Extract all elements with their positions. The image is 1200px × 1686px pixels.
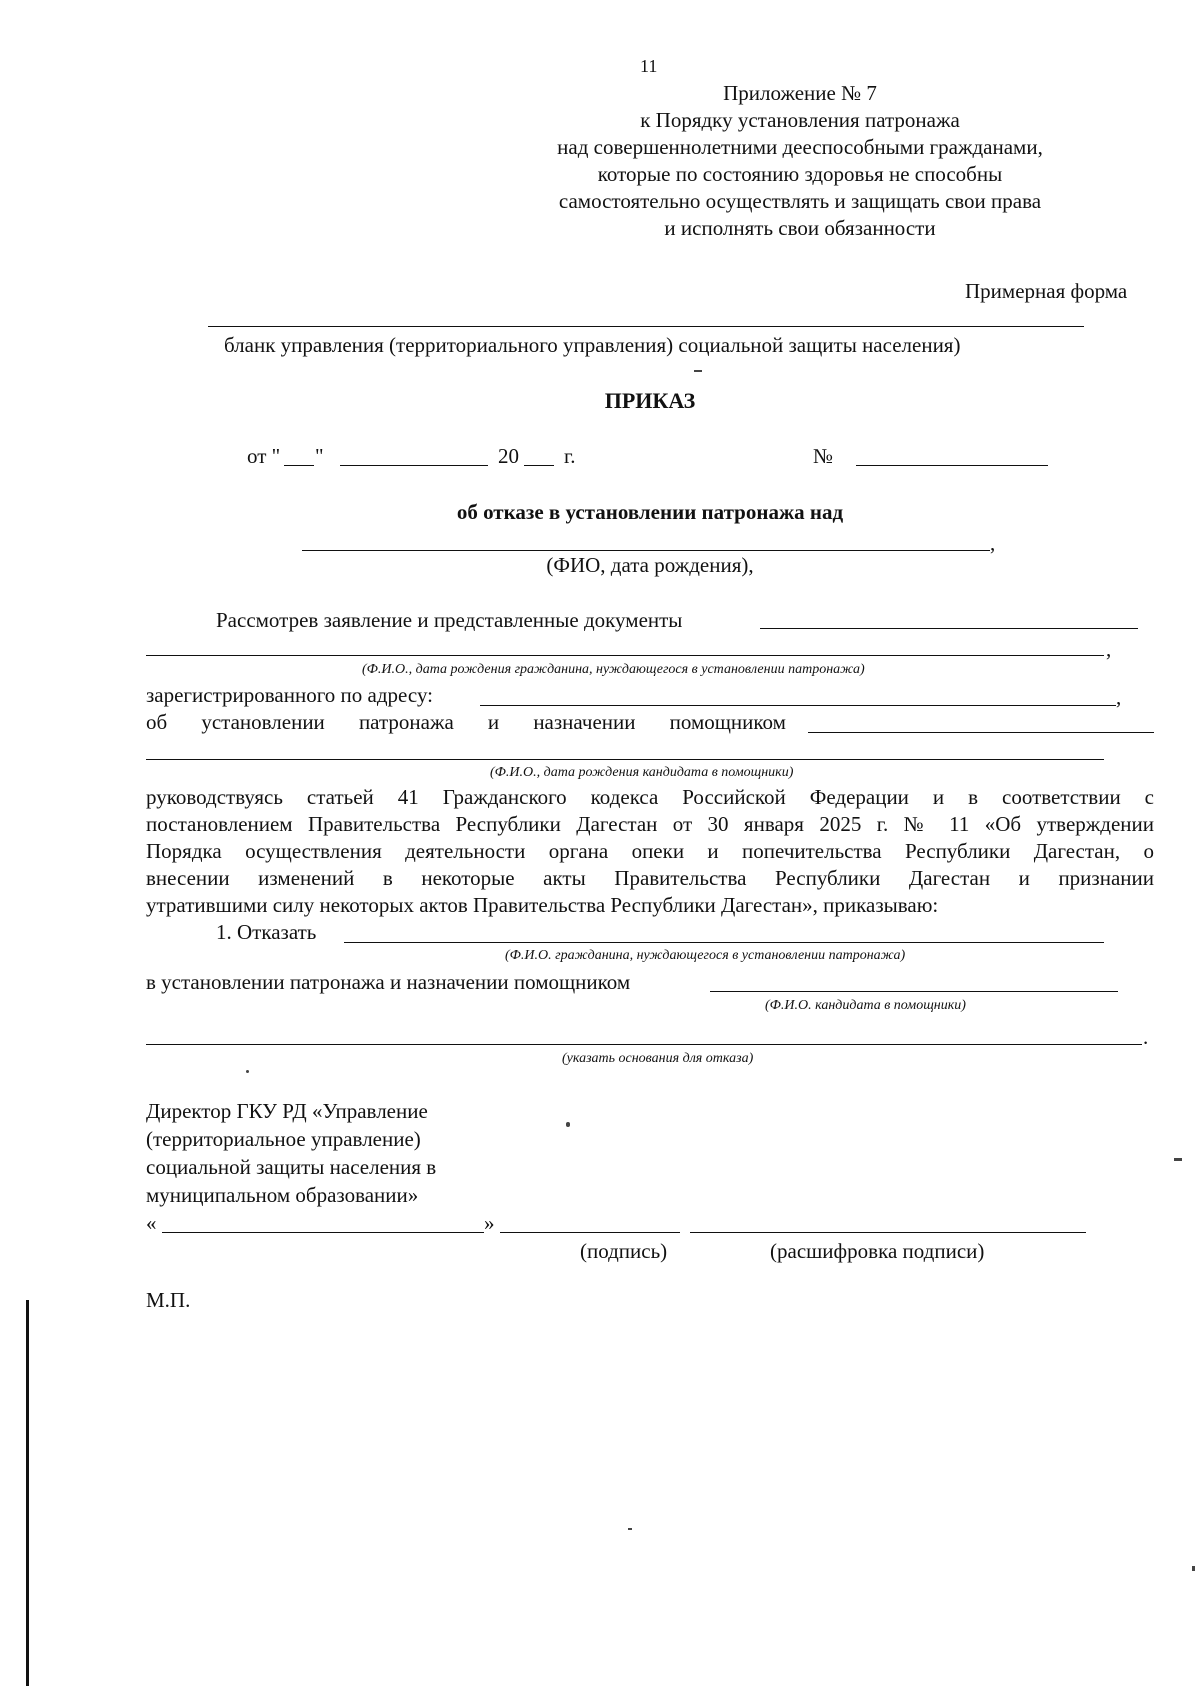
legal-line-last: утратившими силу некоторых актов Правительства Республики Дагестан», приказываю: bbox=[146, 893, 939, 917]
director-position bbox=[146, 1097, 436, 1209]
refuse-text: в установлении патронажа и назначении помощником bbox=[146, 970, 631, 994]
scan-speck bbox=[1192, 1566, 1195, 1571]
subject-heading: об отказе в установлении патронажа над bbox=[456, 500, 844, 524]
candidate-field[interactable] bbox=[808, 732, 1154, 733]
reasons-field[interactable] bbox=[146, 1044, 1142, 1045]
number-sign: № bbox=[813, 444, 834, 468]
establish-word: помощником bbox=[669, 710, 786, 734]
letterhead-line bbox=[208, 326, 1084, 327]
reasons-note: (указать основания для отказа) bbox=[562, 1051, 754, 1066]
order-number-field[interactable] bbox=[856, 465, 1048, 466]
year-prefix: 20 bbox=[498, 444, 519, 468]
appendix-line: самостоятельно осуществлять и защищать свои права bbox=[558, 189, 1042, 213]
period: . bbox=[1143, 1025, 1149, 1049]
establish-word: и bbox=[487, 710, 500, 734]
date-from-label: от " bbox=[247, 444, 281, 468]
quote-close: » bbox=[484, 1211, 495, 1235]
subject-comma: , bbox=[990, 531, 996, 555]
page-number: 11 bbox=[640, 56, 658, 76]
appendix-line: и исполнять свои обязанности bbox=[664, 216, 936, 240]
item-1-label: 1. Отказать bbox=[216, 920, 317, 944]
candidate-note: (Ф.И.О., дата рождения кандидата в помощники) bbox=[490, 765, 794, 780]
document-title: ПРИКАЗ bbox=[604, 388, 696, 413]
position-line: муниципальном образовании» bbox=[146, 1183, 419, 1207]
scan-speck bbox=[246, 1070, 249, 1073]
legal-line: Порядка осуществления деятельности органа опеки и попечительства Республики Дагестан, о bbox=[146, 839, 1154, 863]
signature-decode-field[interactable] bbox=[690, 1232, 1086, 1233]
form-type: Примерная форма bbox=[965, 279, 1128, 303]
legal-line: руководствуясь статьей 41 Гражданского кодекса Российской Федерации и в соответствии с bbox=[146, 785, 1154, 809]
establish-word: об bbox=[146, 710, 168, 734]
establish-word: установлении bbox=[201, 710, 325, 734]
address-field[interactable] bbox=[480, 705, 1116, 706]
considered-text: Рассмотрев заявление и представленные документы bbox=[216, 608, 683, 632]
scan-speck bbox=[694, 370, 702, 372]
appendix-line: к Порядку установления патронажа bbox=[640, 108, 960, 132]
establish-word: патронажа bbox=[358, 710, 454, 734]
appendix-line: над совершеннолетними дееспособными гражданами, bbox=[557, 135, 1043, 159]
appendix-line: Приложение № 7 bbox=[723, 81, 877, 105]
citizen-note-2: (Ф.И.О. гражданина, нуждающегося в установлении патронажа) bbox=[505, 948, 906, 963]
signature-label: (подпись) bbox=[580, 1239, 668, 1263]
date-quote-close: " bbox=[315, 444, 324, 468]
establish-word: назначении bbox=[533, 710, 636, 734]
scan-speck bbox=[566, 1122, 570, 1127]
legal-line: постановлением Правительства Республики Дагестан от 30 января 2025 г. № 11 «Об утверждении bbox=[146, 812, 1154, 836]
subject-caption: (ФИО, дата рождения), bbox=[546, 553, 754, 577]
month-field[interactable] bbox=[340, 465, 488, 466]
citizen-note: (Ф.И.О., дата рождения гражданина, нуждающегося в установлении патронажа) bbox=[362, 662, 865, 677]
letterhead-caption: бланк управления (территориального управления) социальной защиты населения) bbox=[224, 333, 961, 357]
subject-name-field[interactable] bbox=[302, 550, 990, 551]
registered-text: зарегистрированного по адресу: bbox=[146, 683, 433, 707]
scan-speck bbox=[628, 1528, 632, 1530]
position-line: Директор ГКУ РД «Управление bbox=[146, 1099, 428, 1123]
position-line: (территориальное управление) bbox=[146, 1127, 421, 1151]
refused-candidate-field[interactable] bbox=[710, 991, 1118, 992]
refused-citizen-field[interactable] bbox=[344, 942, 1104, 943]
legal-paragraph bbox=[146, 784, 1154, 919]
candidate-note-2: (Ф.И.О. кандидата в помощники) bbox=[765, 998, 966, 1013]
stamp-place: М.П. bbox=[146, 1288, 191, 1312]
citizen-name-field[interactable] bbox=[146, 655, 1104, 656]
decode-label: (расшифровка подписи) bbox=[770, 1239, 985, 1263]
quote-open: « bbox=[146, 1211, 157, 1235]
scan-speck bbox=[1174, 1158, 1182, 1161]
candidate-name-field[interactable] bbox=[146, 759, 1104, 760]
scan-edge-mark bbox=[26, 1300, 29, 1686]
municipality-field[interactable] bbox=[162, 1232, 484, 1233]
day-field[interactable] bbox=[284, 465, 314, 466]
establish-line bbox=[146, 709, 786, 736]
appendix-header bbox=[540, 80, 1060, 242]
considered-field[interactable] bbox=[760, 628, 1138, 629]
comma: , bbox=[1116, 685, 1122, 709]
signature-field[interactable] bbox=[500, 1232, 680, 1233]
position-line: социальной защиты населения в bbox=[146, 1155, 437, 1179]
appendix-line: которые по состоянию здоровья не способны bbox=[597, 162, 1003, 186]
year-suffix: г. bbox=[564, 444, 576, 468]
legal-line: внесении изменений в некоторые акты Правительства Республики Дагестан и признании bbox=[146, 866, 1154, 890]
year-field[interactable] bbox=[524, 465, 554, 466]
comma: , bbox=[1106, 637, 1112, 661]
